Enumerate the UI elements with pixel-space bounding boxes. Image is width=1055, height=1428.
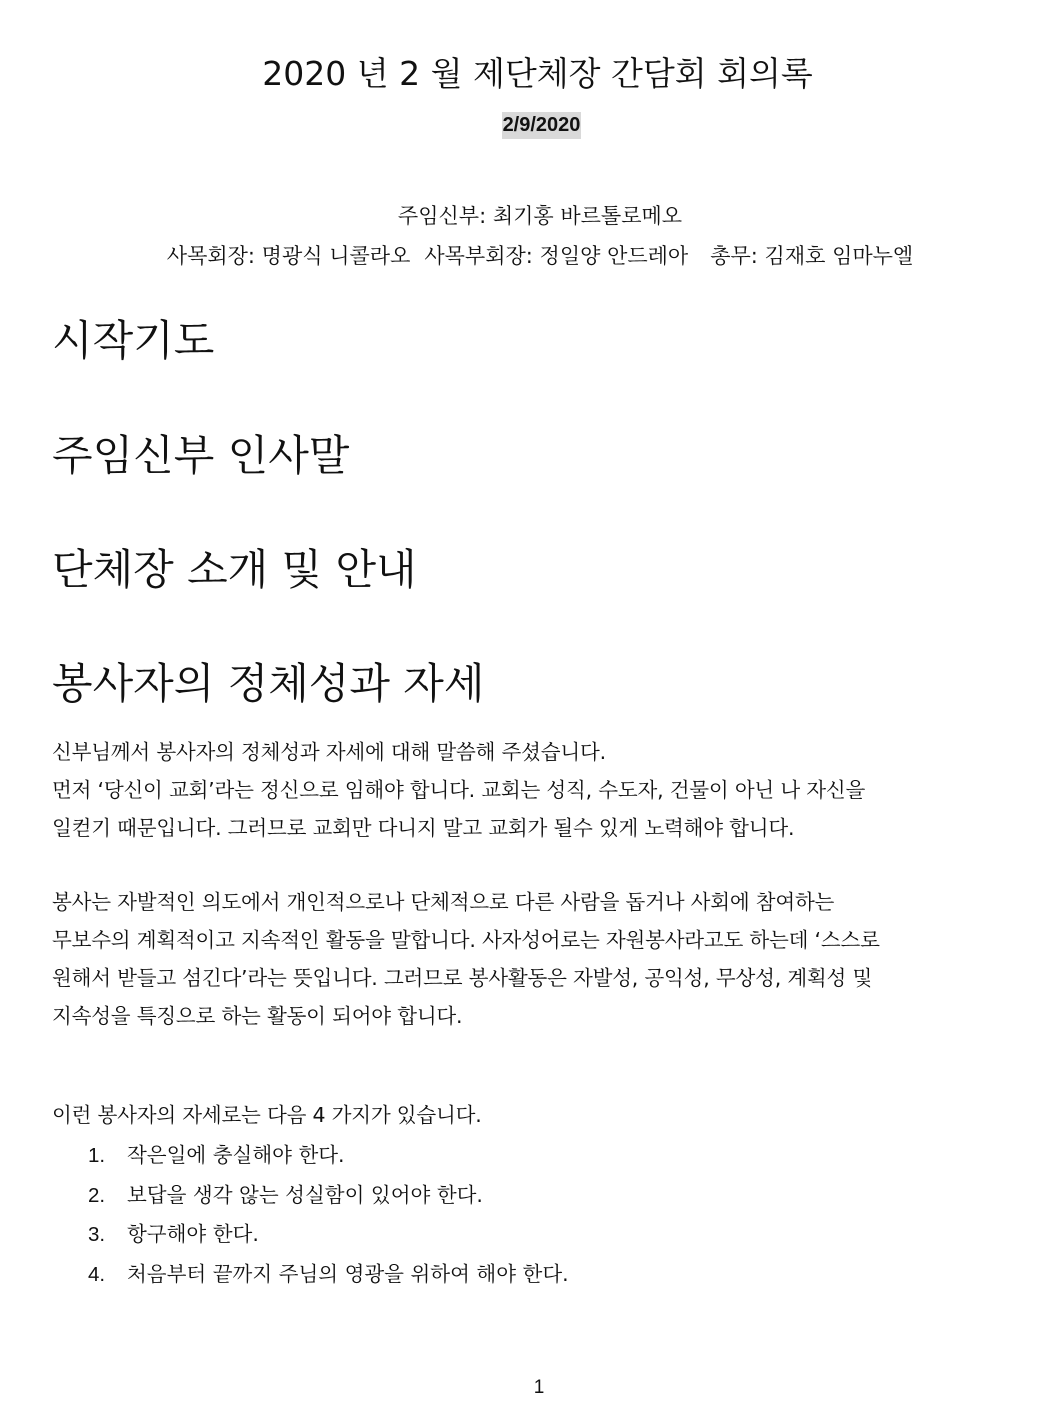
secretary-name: 총무: 김재호 임마누엘 bbox=[710, 244, 914, 268]
paragraph-line: 지속성을 특징으로 하는 활동이 되어야 합니다. bbox=[52, 1004, 463, 1028]
pastor-name: 주임신부: 최기홍 바르톨로메오 bbox=[397, 204, 683, 228]
vice-chair-name: 사목부회장: 정일양 안드레아 bbox=[424, 244, 689, 268]
list-item-text: 항구해야 한다. bbox=[127, 1222, 259, 1246]
list-item-number: 4. bbox=[88, 1262, 106, 1286]
list-item bbox=[88, 1255, 569, 1295]
officers-line-pastor bbox=[0, 201, 1055, 231]
list-item-number: 3. bbox=[88, 1223, 106, 1246]
list-item-number: 1. bbox=[88, 1144, 106, 1167]
volunteer-attitude-list bbox=[88, 1136, 569, 1294]
paragraph-line: 먼저 ‘당신이 교회’라는 정신으로 임해야 합니다. 교회는 성직, 수도자, 건물이 아닌 나 자신을 bbox=[52, 778, 866, 802]
document-title: 2020 년 2 월 제단체장 간담회 회의록 bbox=[262, 54, 813, 93]
body-paragraph-3 bbox=[52, 1096, 1022, 1134]
list-item bbox=[88, 1215, 569, 1255]
paragraph-line: 원해서 받들고 섬긴다’라는 뜻입니다. 그러므로 봉사활동은 자발성, 공익성, 무상성, 계획성 및 bbox=[52, 966, 873, 990]
list-item-number: 2. bbox=[88, 1183, 106, 1207]
date-line bbox=[0, 112, 1055, 139]
body-paragraph-1 bbox=[52, 733, 1022, 847]
section-heading-pastor-greeting: 주임신부 인사말 bbox=[52, 431, 350, 480]
paragraph-line: 이런 봉사자의 자세로는 다음 4 가지가 있습니다. bbox=[52, 1103, 482, 1127]
page-number: 1 bbox=[533, 1377, 545, 1398]
paragraph-line: 봉사는 자발적인 의도에서 개인적으로나 단체적으로 다른 사람을 돕거나 사회에 참여하는 bbox=[52, 890, 835, 914]
chair-name: 사목회장: 명광식 니콜라오 bbox=[166, 244, 411, 268]
list-item-text: 처음부터 끝까지 주님의 영광을 위하여 해야 한다. bbox=[127, 1261, 569, 1286]
list-item bbox=[88, 1136, 569, 1176]
list-item-text: 작은일에 충실해야 한다. bbox=[127, 1143, 345, 1167]
paragraph-line: 신부님께서 봉사자의 정체성과 자세에 대해 말씀해 주셨습니다. bbox=[52, 740, 606, 764]
meeting-date: 2/9/2020 bbox=[502, 112, 582, 139]
section-heading-opening-prayer: 시작기도 bbox=[52, 316, 215, 365]
paragraph-line: 일컫기 때문입니다. 그러므로 교회만 다니지 말고 교회가 될수 있게 노력해야 합니다. bbox=[52, 816, 795, 840]
paragraph-line: 무보수의 계획적이고 지속적인 활동을 말합니다. 사자성어로는 자원봉사라고도 하는데 ‘스스로 bbox=[52, 928, 880, 952]
section-heading-introductions: 단체장 소개 및 안내 bbox=[52, 545, 417, 594]
list-item-text: 보답을 생각 않는 성실함이 있어야 한다. bbox=[127, 1182, 483, 1207]
officers-line-council bbox=[0, 241, 1055, 271]
section-heading-volunteer-identity: 봉사자의 정체성과 자세 bbox=[52, 659, 485, 708]
body-paragraph-2 bbox=[52, 883, 1022, 1035]
list-item bbox=[88, 1176, 569, 1216]
